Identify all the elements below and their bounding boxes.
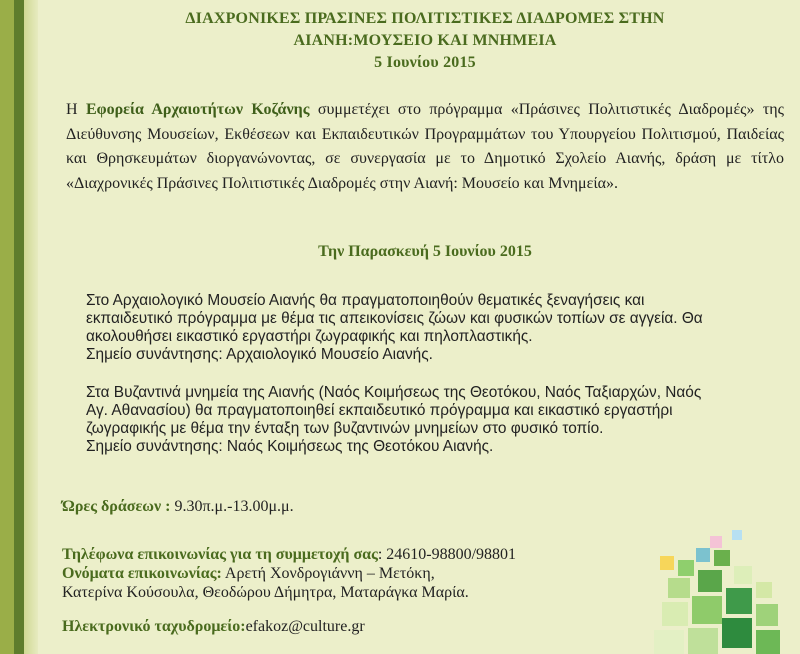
mosaic-square (756, 582, 772, 598)
phone-value: : 24610-98800/98801 (377, 546, 517, 563)
mosaic-square (662, 602, 688, 626)
mosaic-square (756, 630, 780, 654)
green-mosaic-logo (652, 530, 792, 654)
organization-name: Εφορεία Αρχαιοτήτων Κοζάνης (85, 101, 310, 118)
email-line (62, 618, 365, 636)
mosaic-square (710, 536, 722, 548)
email-label: Ηλεκτρονικό ταχυδρομείο: (62, 618, 246, 635)
mosaic-square (696, 548, 710, 562)
activity-byzantine-monuments (86, 384, 726, 456)
title-line-1: ΔΙΑΧΡΟΝΙΚΕΣ ΠΡΑΣΙΝΕΣ ΠΟΛΙΤΙΣΤΙΚΕΣ ΔΙΑΔΡΟΜΕΣ ΣΤΗΝ (185, 10, 665, 27)
mosaic-square (726, 588, 752, 614)
mosaic-square (722, 618, 752, 648)
intro-paragraph (66, 98, 784, 196)
activity-text: Στο Αρχαιολογικό Μουσείο Αιανής θα πραγματοποιηθούν θεματικές ξεναγήσεις και εκπαιδευτικό πρόγραμμα με θέμα τις απεικονίσεις ζώων και φυσικών τοπίων σε αγγεία. Θα ακολουθήσει εικαστικό εργαστήρι ζωγραφικής και πηλοπλαστικής. (86, 292, 703, 345)
document-title (130, 8, 720, 74)
meeting-point: Σημείο συνάντησης: Ναός Κοιμήσεως της Θεοτόκου Αιανής. (86, 438, 494, 455)
hours-value: 9.30π.μ.-13.00μ.μ. (170, 498, 294, 515)
day-heading: Την Παρασκευή 5 Ιουνίου 2015 (318, 243, 532, 260)
mosaic-square (756, 604, 778, 626)
names-line (62, 564, 682, 583)
mosaic-square (668, 578, 690, 598)
left-decorative-bar (0, 0, 38, 654)
names-line-1: Αρετή Χονδρογιάννη – Μετόκη, (221, 565, 435, 582)
title-date: 5 Ιουνίου 2015 (374, 54, 476, 71)
email-address[interactable]: efakoz@culture.gr (245, 618, 365, 635)
mosaic-square (660, 556, 674, 570)
mosaic-square (732, 530, 742, 540)
mosaic-square (714, 550, 730, 566)
names-label: Ονόματα επικοινωνίας: (62, 565, 222, 582)
names-line-2: Κατερίνα Κούσουλα, Θεοδώρου Δήμητρα, Ματαράγκα Μαρία. (62, 584, 469, 601)
mosaic-square (692, 596, 722, 624)
mosaic-square (688, 628, 718, 654)
mosaic-square (654, 630, 684, 654)
phone-label: Τηλέφωνα επικοινωνίας για τη συμμετοχή σας (62, 546, 378, 563)
hours-label: Ώρες δράσεων : (62, 498, 171, 515)
activity-museum (86, 292, 726, 364)
intro-lead: Η (66, 101, 86, 118)
intro-text: συμμετέχει στο πρόγραμμα «Πράσινες Πολιτιστικές Διαδρομές» της Διεύθυνσης Μουσείων, Εκθέσεων και Εκπαιδευτικών Προγραμμάτων του Υπουργείου Πολιτισμού, Παιδείας και Θρησκευμάτων διοργανώνοντας, σε συνεργασία με το Δημοτικό Σχολείο Αιανής, δράση με τίτλο «Διαχρονικές Πράσινες Πολιτιστικές Διαδρομές στην Αιανή: Μουσείο και Μνημεία». (66, 101, 785, 192)
mosaic-square (698, 570, 722, 592)
activity-text: Στα Βυζαντινά μνημεία της Αιανής (Ναός Κοιμήσεως της Θεοτόκου, Ναός Ταξιαρχών, Ναός Αγ. Αθανασίου) θα πραγματοποιηθεί εκπαιδευτικό πρόγραμμα και εικαστικό εργαστήρι ζωγραφικής με θέμα την ένταξη των βυζαντινών μνημείων στο φυσικό τοπίο. (86, 384, 702, 437)
title-line-2: ΑΙΑΝΗ:ΜΟΥΣΕΙΟ ΚΑΙ ΜΝΗΜΕΙΑ (293, 32, 557, 49)
mosaic-square (678, 560, 694, 576)
mosaic-square (734, 566, 752, 584)
meeting-point: Σημείο συνάντησης: Αρχαιολογικό Μουσείο Αιανής. (86, 346, 433, 363)
activity-hours (62, 498, 294, 516)
phone-line (62, 545, 682, 564)
contact-info (62, 545, 682, 602)
